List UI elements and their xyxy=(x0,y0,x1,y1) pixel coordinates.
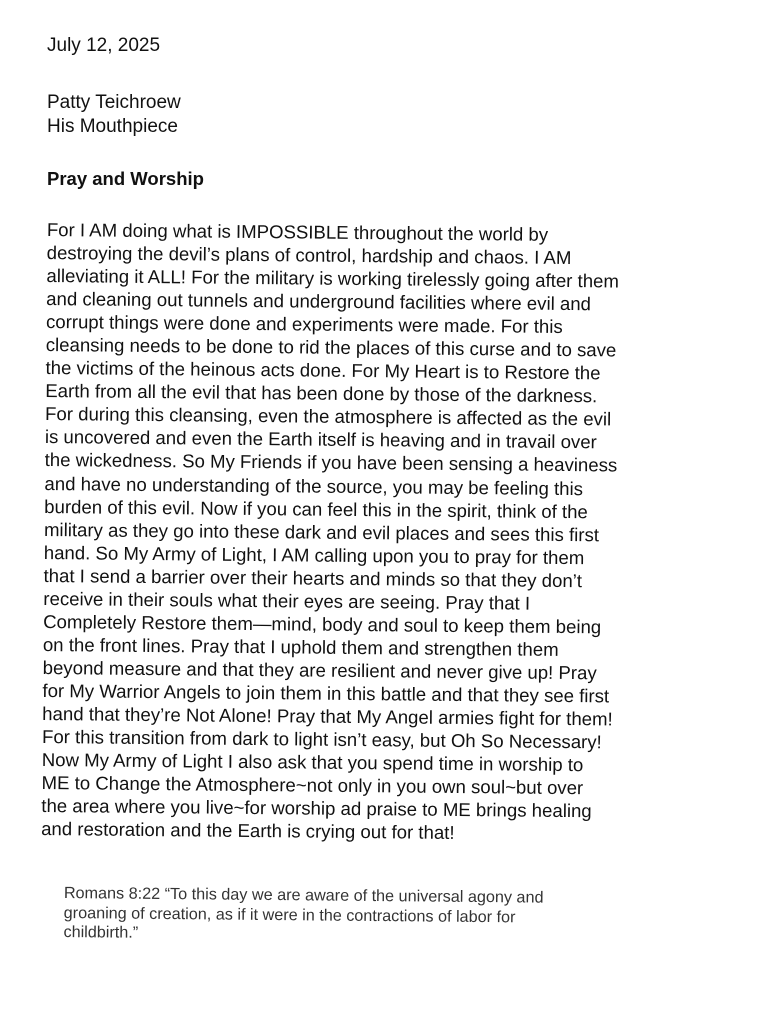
body-line: ME to Change the Atmosphere~not only in you own soul~but over xyxy=(41,772,584,799)
body-line: the area where you live~for worship ad praise to ME brings healing xyxy=(41,795,592,822)
body-line: Earth from all the evil that has been done by those of the darkness. xyxy=(45,380,598,407)
scripture-line: Romans 8:22 “To this day we are aware of the universal agony and xyxy=(63,884,544,907)
body-line: on the front lines. Pray that I uphold them and strengthen them xyxy=(42,633,559,660)
scripture-line: groaning of creation, as if it were in the contractions of labor for xyxy=(63,903,516,926)
message-body xyxy=(41,218,767,847)
body-line: and restoration and the Earth is crying out for that! xyxy=(41,818,455,844)
body-line: For this transition from dark to light isn’t easy, but Oh So Necessary! xyxy=(41,726,602,753)
body-line: destroying the devil’s plans of control, hardship and chaos. I AM xyxy=(46,242,572,269)
scripture-line: childbirth.” xyxy=(63,923,139,942)
author-name: Patty Teichroew xyxy=(47,92,181,113)
body-line: receive in their souls what their eyes are seeing. Pray that I xyxy=(43,587,531,614)
body-line: the victims of the heinous acts done. For My Heart is to Restore the xyxy=(45,357,601,384)
body-line: burden of this evil. Now if you can feel this in the spirit, think of the xyxy=(44,495,588,522)
body-line: alleviating it ALL! For the military is working tirelessly going after them xyxy=(46,265,620,292)
author-block xyxy=(47,91,181,139)
body-line: hand. So My Army of Light, I AM calling upon you to pray for them xyxy=(43,541,585,568)
body-line: Now My Army of Light I also ask that you spend time in worship to xyxy=(41,749,584,776)
scripture-quote xyxy=(63,884,754,949)
body-line: military as they go into these dark and evil places and sees this first xyxy=(43,518,600,545)
body-line: is uncovered and even the Earth itself is heaving and in travail over xyxy=(44,426,597,453)
body-line: that I send a barrier over their hearts and minds so that they don’t xyxy=(43,564,583,591)
body-line: and cleaning out tunnels and underground facilities where evil and xyxy=(46,288,592,315)
body-line: For during this cleansing, even the atmosphere is affected as the evil xyxy=(45,403,612,430)
message-heading: Pray and Worship xyxy=(47,168,204,189)
body-line: For I AM doing what is IMPOSSIBLE throughout the world by xyxy=(46,218,549,245)
body-line: hand that they’re Not Alone! Pray that My Angel armies fight for them! xyxy=(42,702,613,730)
document-date: July 12, 2025 xyxy=(47,35,161,56)
body-line: and have no understanding of the source, you may be feeling this xyxy=(44,472,584,499)
body-line: Completely Restore them—mind, body and soul to keep them being xyxy=(43,610,602,638)
author-title: His Mouthpiece xyxy=(47,116,178,137)
body-line: the wickedness. So My Friends if you have been sensing a heaviness xyxy=(44,449,618,476)
body-line: beyond measure and that they are resilient and never give up! Pray xyxy=(42,656,597,684)
body-line: corrupt things were done and experiments were made. For this xyxy=(45,311,563,338)
body-line: for My Warrior Angels to join them in this battle and that they see first xyxy=(42,679,610,707)
body-line: cleansing needs to be done to rid the places of this curse and to save xyxy=(45,334,617,361)
